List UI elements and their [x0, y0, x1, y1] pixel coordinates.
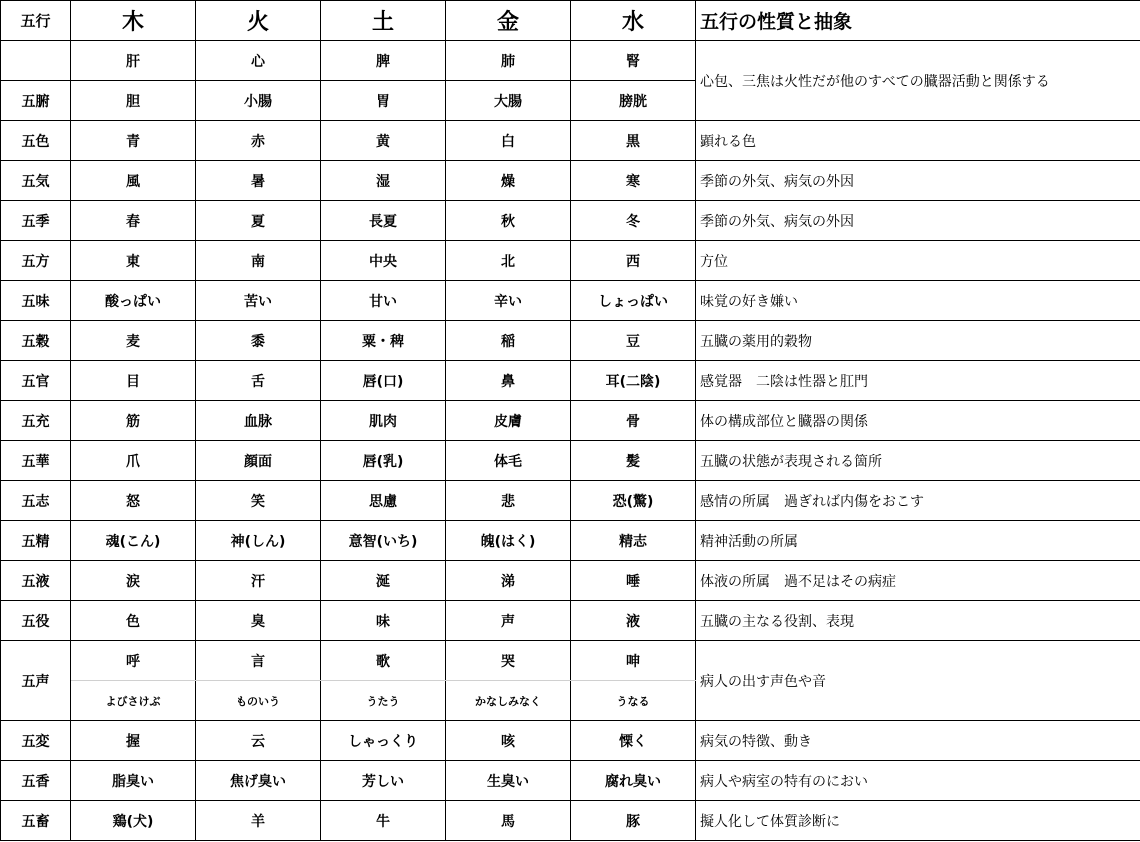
row-description: 季節の外気、病気の外因	[696, 161, 1140, 201]
row-label: 五畜	[1, 801, 71, 841]
row-cell-metal: 皮膚	[446, 401, 571, 441]
header-label: 五行	[1, 1, 71, 41]
row-cell-fire: 顔面	[196, 441, 321, 481]
row-cell-water: 豆	[571, 321, 696, 361]
table-row	[1, 441, 1140, 481]
row-cell-water: 豚	[571, 801, 696, 841]
row-description: 病人や病室の特有のにおい	[696, 761, 1140, 801]
row-cell-water: 寒	[571, 161, 696, 201]
zang-cell: 肺	[446, 41, 571, 81]
row-cell-fire: 夏	[196, 201, 321, 241]
row-description: 方位	[696, 241, 1140, 281]
row-cell-water: しょっぱい	[571, 281, 696, 321]
voice-reading-wood: よびさけぶ	[71, 681, 196, 721]
row-description: 体の構成部位と臓器の関係	[696, 401, 1140, 441]
zang-description: 心包、三焦は火性だが他のすべての臓器活動と関係する	[696, 41, 1140, 121]
row-cell-earth: 味	[321, 601, 446, 641]
row-label: 五季	[1, 201, 71, 241]
row-cell-wood: 筋	[71, 401, 196, 441]
row-cell-water: 冬	[571, 201, 696, 241]
row-cell-metal: 鼻	[446, 361, 571, 401]
row-cell-wood: 麦	[71, 321, 196, 361]
row-cell-water: 骨	[571, 401, 696, 441]
row-cell-fire: 焦げ臭い	[196, 761, 321, 801]
row-cell-earth: 意智(いち)	[321, 521, 446, 561]
row-cell-water: 西	[571, 241, 696, 281]
row-cell-wood: 胆	[71, 81, 196, 121]
header-element-water: 水	[571, 1, 696, 41]
row-cell-metal: 辛い	[446, 281, 571, 321]
row-cell-water: 耳(二陰)	[571, 361, 696, 401]
row-cell-metal: 生臭い	[446, 761, 571, 801]
row-cell-water: 唾	[571, 561, 696, 601]
row-cell-water: 精志	[571, 521, 696, 561]
row-cell-earth: 牛	[321, 801, 446, 841]
row-cell-fire: 黍	[196, 321, 321, 361]
row-label: 五液	[1, 561, 71, 601]
row-label: 五香	[1, 761, 71, 801]
row-cell-metal: 稲	[446, 321, 571, 361]
zang-row	[1, 41, 1140, 81]
row-label: 五華	[1, 441, 71, 481]
voice-row	[1, 641, 1140, 681]
row-label: 五変	[1, 721, 71, 761]
table-row	[1, 361, 1140, 401]
row-cell-water: 膀胱	[571, 81, 696, 121]
row-cell-wood: 酸っぱい	[71, 281, 196, 321]
row-cell-earth: 涎	[321, 561, 446, 601]
row-cell-fire: 云	[196, 721, 321, 761]
header-description: 五行の性質と抽象	[696, 1, 1140, 41]
row-cell-metal: 馬	[446, 801, 571, 841]
row-cell-wood: 魂(こん)	[71, 521, 196, 561]
voice-cell-metal: 哭	[446, 641, 571, 681]
row-cell-fire: 汗	[196, 561, 321, 601]
row-label: 五穀	[1, 321, 71, 361]
row-cell-wood: 春	[71, 201, 196, 241]
row-cell-earth: 甘い	[321, 281, 446, 321]
row-cell-earth: 湿	[321, 161, 446, 201]
row-cell-fire: 小腸	[196, 81, 321, 121]
table-row	[1, 801, 1140, 841]
row-label: 五充	[1, 401, 71, 441]
header-element-wood: 木	[71, 1, 196, 41]
zang-cell: 腎	[571, 41, 696, 81]
row-cell-water: 恐(驚)	[571, 481, 696, 521]
row-cell-earth: 芳しい	[321, 761, 446, 801]
table-row	[1, 321, 1140, 361]
row-cell-wood: 色	[71, 601, 196, 641]
header-element-fire: 火	[196, 1, 321, 41]
row-description: 五臓の状態が表現される箇所	[696, 441, 1140, 481]
row-cell-earth: しゃっくり	[321, 721, 446, 761]
voice-cell-wood: 呼	[71, 641, 196, 681]
row-description: 病気の特徴、動き	[696, 721, 1140, 761]
row-cell-water: 液	[571, 601, 696, 641]
row-cell-fire: 神(しん)	[196, 521, 321, 561]
row-label: 五気	[1, 161, 71, 201]
row-cell-fire: 舌	[196, 361, 321, 401]
row-cell-metal: 涕	[446, 561, 571, 601]
row-label: 五方	[1, 241, 71, 281]
header-element-metal: 金	[446, 1, 571, 41]
row-cell-wood: 爪	[71, 441, 196, 481]
row-cell-fire: 羊	[196, 801, 321, 841]
row-cell-metal: 咳	[446, 721, 571, 761]
table-row	[1, 401, 1140, 441]
row-cell-wood: 怒	[71, 481, 196, 521]
row-description: 感情の所属 過ぎれば内傷をおこす	[696, 481, 1140, 521]
row-cell-water: 黒	[571, 121, 696, 161]
zang-cell: 心	[196, 41, 321, 81]
header-row	[1, 1, 1140, 41]
row-description: 感覚器 二陰は性器と肛門	[696, 361, 1140, 401]
voice-cell-fire: 言	[196, 641, 321, 681]
row-description: 顕れる色	[696, 121, 1140, 161]
header-element-earth: 土	[321, 1, 446, 41]
table-row	[1, 561, 1140, 601]
row-description: 五臓の薬用的穀物	[696, 321, 1140, 361]
row-label: 五志	[1, 481, 71, 521]
table-row	[1, 521, 1140, 561]
row-cell-fire: 暑	[196, 161, 321, 201]
row-cell-earth: 胃	[321, 81, 446, 121]
voice-reading-earth: うたう	[321, 681, 446, 721]
voice-reading-fire: ものいう	[196, 681, 321, 721]
voice-description: 病人の出す声色や音	[696, 641, 1140, 721]
row-cell-wood: 東	[71, 241, 196, 281]
row-cell-wood: 鶏(犬)	[71, 801, 196, 841]
row-cell-water: 慄く	[571, 721, 696, 761]
row-cell-wood: 風	[71, 161, 196, 201]
row-cell-metal: 魄(はく)	[446, 521, 571, 561]
table-row	[1, 601, 1140, 641]
row-label: 五腑	[1, 81, 71, 121]
row-description: 体液の所属 過不足はその病症	[696, 561, 1140, 601]
row-cell-metal: 声	[446, 601, 571, 641]
zang-cell: 脾	[321, 41, 446, 81]
row-cell-wood: 目	[71, 361, 196, 401]
row-description: 味覚の好き嫌い	[696, 281, 1140, 321]
row-cell-earth: 粟・稗	[321, 321, 446, 361]
row-cell-water: 髪	[571, 441, 696, 481]
row-cell-fire: 血脉	[196, 401, 321, 441]
row-label: 五味	[1, 281, 71, 321]
table-row	[1, 241, 1140, 281]
table-row	[1, 161, 1140, 201]
row-cell-fire: 臭	[196, 601, 321, 641]
row-cell-earth: 唇(口)	[321, 361, 446, 401]
voice-cell-water: 呻	[571, 641, 696, 681]
voice-cell-earth: 歌	[321, 641, 446, 681]
row-cell-earth: 黄	[321, 121, 446, 161]
row-cell-water: 腐れ臭い	[571, 761, 696, 801]
voice-reading-water: うなる	[571, 681, 696, 721]
row-cell-wood: 脂臭い	[71, 761, 196, 801]
row-description: 擬人化して体質診断に	[696, 801, 1140, 841]
row-description: 季節の外気、病気の外因	[696, 201, 1140, 241]
row-label: 五役	[1, 601, 71, 641]
zang-label	[1, 41, 71, 81]
voice-label: 五声	[1, 641, 71, 721]
row-cell-earth: 中央	[321, 241, 446, 281]
row-cell-wood: 握	[71, 721, 196, 761]
row-cell-earth: 肌肉	[321, 401, 446, 441]
row-label: 五精	[1, 521, 71, 561]
row-cell-earth: 思慮	[321, 481, 446, 521]
table-row	[1, 761, 1140, 801]
row-label: 五官	[1, 361, 71, 401]
row-cell-metal: 悲	[446, 481, 571, 521]
row-cell-metal: 体毛	[446, 441, 571, 481]
row-cell-fire: 笑	[196, 481, 321, 521]
table-row	[1, 481, 1140, 521]
row-cell-metal: 北	[446, 241, 571, 281]
row-cell-fire: 苦い	[196, 281, 321, 321]
row-cell-fire: 赤	[196, 121, 321, 161]
row-description: 五臓の主なる役割、表現	[696, 601, 1140, 641]
table-row	[1, 281, 1140, 321]
row-cell-wood: 青	[71, 121, 196, 161]
row-cell-earth: 長夏	[321, 201, 446, 241]
row-label: 五色	[1, 121, 71, 161]
row-description: 精神活動の所属	[696, 521, 1140, 561]
row-cell-metal: 白	[446, 121, 571, 161]
table-row	[1, 201, 1140, 241]
row-cell-metal: 大腸	[446, 81, 571, 121]
row-cell-metal: 秋	[446, 201, 571, 241]
voice-reading-metal: かなしみなく	[446, 681, 571, 721]
table-row	[1, 721, 1140, 761]
table-row	[1, 121, 1140, 161]
row-cell-metal: 燥	[446, 161, 571, 201]
row-cell-wood: 涙	[71, 561, 196, 601]
row-cell-earth: 唇(乳)	[321, 441, 446, 481]
row-cell-fire: 南	[196, 241, 321, 281]
zang-cell: 肝	[71, 41, 196, 81]
